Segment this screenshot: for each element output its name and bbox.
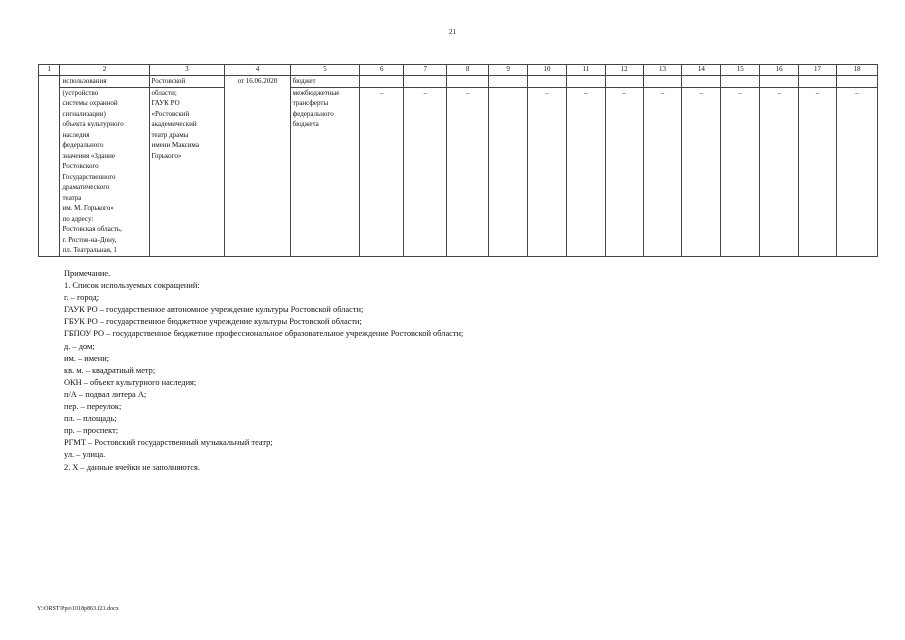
table-cell: –: [682, 87, 721, 256]
table-row: [39, 87, 878, 256]
table-cell: [489, 76, 528, 88]
table-cell: [682, 76, 721, 88]
table-cell: [149, 76, 225, 88]
column-header: 1: [39, 65, 60, 76]
table-cell: [290, 87, 360, 256]
note-line: ГБУК РО – государственное бюджетное учреждение культуры Ростовской области;: [64, 317, 362, 327]
table-cell: –: [721, 87, 760, 256]
table-cell: –: [760, 87, 799, 256]
note-line: им. – имени;: [64, 353, 110, 363]
note-line: РГМТ – Ростовский государственный музыкальный театр;: [64, 438, 273, 448]
column-header: 17: [799, 65, 837, 76]
table-cell: [60, 76, 149, 88]
table-cell: [60, 87, 149, 256]
table-cell: –: [605, 87, 643, 256]
table-cell: [721, 76, 760, 88]
cell-text: (устройство системы охранной сигнализации) объекта культурного наследия федерального значения «Здание Ростовского Государственного драматического театра им. М. Горького» по адресу: Ростовская область, г. Ростов-на-Дону, пл. Театральная, 1: [62, 88, 124, 254]
table-cell: [447, 76, 489, 88]
note-line: п/А – подвал литера А;: [64, 389, 147, 399]
table-cell: [760, 76, 799, 88]
cell-text: Ростовской: [151, 77, 186, 85]
column-header: 5: [290, 65, 360, 76]
notes-heading: Примечание.: [64, 269, 111, 278]
note-line: ул. – улица.: [64, 450, 106, 460]
table-cell: [528, 76, 567, 88]
note-line: ОКН – объект культурного наследия;: [64, 377, 197, 387]
cell-text: бюджет: [292, 77, 316, 85]
table-cell: [39, 76, 60, 257]
column-header: 3: [149, 65, 225, 76]
table-cell: –: [566, 87, 605, 256]
column-header: 8: [447, 65, 489, 76]
table-cell: –: [528, 87, 567, 256]
column-header: 10: [528, 65, 567, 76]
table-header-row: [39, 65, 878, 76]
note-line: пл. – площадь;: [64, 414, 117, 424]
note-line: 2. Х – данные ячейки не заполняются.: [64, 462, 200, 472]
table-cell: –: [799, 87, 837, 256]
notes-block: [64, 268, 463, 474]
table-cell: [404, 76, 447, 88]
table-cell: [605, 76, 643, 88]
table-cell: [360, 76, 404, 88]
table-cell: [799, 76, 837, 88]
note-line: г. – город;: [64, 293, 100, 303]
column-header: 6: [360, 65, 404, 76]
cell-text: межбюджетные трансферты федерального бюджета: [292, 88, 340, 128]
table-cell: [225, 76, 290, 257]
cell-text: от 16.06.2020: [237, 77, 278, 85]
note-line: кв. м. – квадратный метр;: [64, 365, 156, 375]
table-cell: [836, 76, 877, 88]
table-cell: –: [447, 87, 489, 256]
table-cell: [149, 87, 225, 256]
column-header: 14: [682, 65, 721, 76]
column-header: 16: [760, 65, 799, 76]
column-header: 7: [404, 65, 447, 76]
column-header: 4: [225, 65, 290, 76]
table-cell: –: [643, 87, 682, 256]
cell-text: использования: [62, 77, 107, 85]
table-cell: [489, 87, 528, 256]
page-number: 21: [449, 28, 456, 36]
column-header: 12: [605, 65, 643, 76]
program-table: [38, 64, 878, 257]
column-header: 13: [643, 65, 682, 76]
column-header: 11: [566, 65, 605, 76]
note-line: пер. – переулок;: [64, 402, 122, 412]
note-line: д. – дом;: [64, 341, 95, 351]
table-row: [39, 76, 878, 88]
column-header: 18: [836, 65, 877, 76]
note-line: пр. – проспект;: [64, 426, 119, 436]
table-cell: [643, 76, 682, 88]
cell-text: области; ГАУК РО «Ростовский академический театр драмы имени Максима Горького»: [151, 88, 199, 160]
table-cell: –: [360, 87, 404, 256]
note-line: 1. Список используемых сокращений:: [64, 281, 200, 291]
note-line: ГБПОУ РО – государственное бюджетное профессиональное образовательное учреждение Ростовской области;: [64, 329, 464, 339]
table-cell: –: [836, 87, 877, 256]
column-header: 15: [721, 65, 760, 76]
file-path-footer: Y:\ORST\Ppo\1018p863.f21.docx: [37, 606, 119, 612]
column-header: 9: [489, 65, 528, 76]
table-cell: [290, 76, 360, 88]
table-cell: –: [404, 87, 447, 256]
table-cell: [566, 76, 605, 88]
column-header: 2: [60, 65, 149, 76]
note-line: ГАУК РО – государственное автономное учреждение культуры Ростовской области;: [64, 305, 364, 315]
